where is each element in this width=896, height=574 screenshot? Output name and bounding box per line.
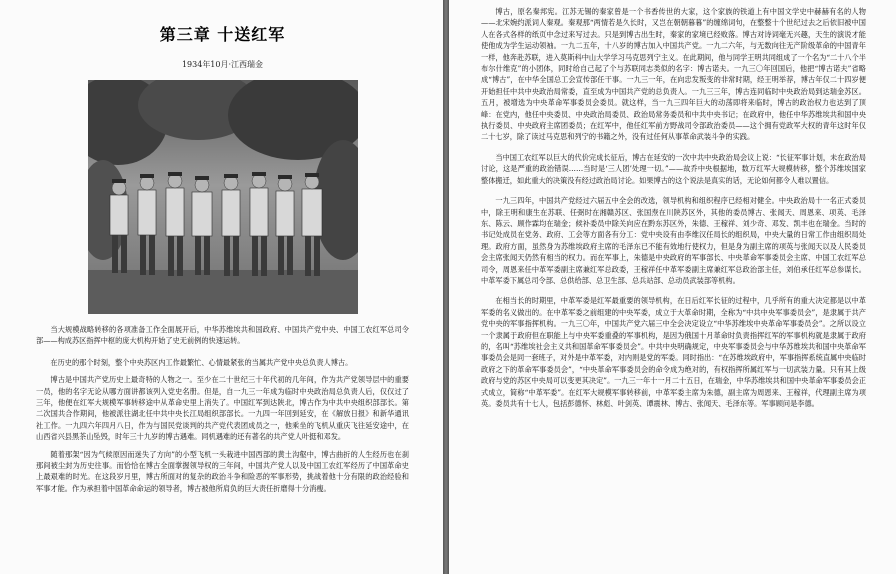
right-page [449, 0, 896, 574]
left-paragraph-2: 博古是中国共产党历史上最奇特的人物之一。至少在二十世纪三十年代初的几年间，作为共产党领导层中的重要一员，他的名字无论从哪方面讲都该列入党史名册。但是，自一九三一年成为临时中央政治局总负责人后，仅仅过了三年，他便在红军大规模军事转移途中从革命史里上消失了。中国红军到达陕北，博古作为中共中央组织部部长。第二次国共合作期间，他被派往湖北任中共中央长江局组织部部长。一九四一年回到延安，在《解放日报》和新华通讯社工作。一九四六年四月八日，作为与国民党谈判的共产党代表团成员之一，他乘坐的飞机从重庆飞往延安途中，在山西省兴县黑茶山坠毁，时年三十九岁的博古遇难。同机遇难的还有著名的共产党人叶挺和邓发。 [36, 375, 409, 442]
left-paragraph-3: 随着那架“因为气候原因而迷失了方向”的小型飞机一头栽进中国西部的黄土沟壑中，博古曲折的人生经历也在刹那间被尘封为历史往事。而恰恰在博古全面掌握领导权的三年间，中国共产党人以及中国工农红军经历了中国革命史上最艰难的时光。在这段岁月里，博古所面对的复杂的政治斗争和险恶的军事形势，挑战着他十分有限的政治经验和军事才能。作为承担着中国革命命运的领导者，博古被他所肩负的巨大责任折磨得十分消瘦。 [36, 449, 409, 493]
right-paragraph-4: 在相当长的时期里，中革军委是红军最重要的领导机构，在日后红军长征的过程中，几乎所有的重大决定都是以中革军委的名义做出的。在中革军委之前组建的中央军委，成立于大革命时期，全称为“中共中央军事委员会”，是隶属于共产党中央的军事指挥机构。一九三〇年，中国共产党六届三中全会决定设立“中华苏维埃中央革命军事委员会”。之所以设立一个隶属于政府但在职能上与中央军委重叠的军事机构，是因为俄国十月革命时负责指挥红军的军事机构就是隶属于政府的，名叫“苏维埃社会主义共和国革命军事委员会”。中共中央明确规定，中央军事委员会与中华苏维埃共和国中央革命军事委员会是同一套班子，对外是中革军委，对内则是党的军委。同时指出：“在苏维埃政府中，军事指挥系统直属中央临时政府之下的革命军事委员会”，“中央革命军事委员会的命令成为绝对的，有权指挥所属红军与一切武装力量。只有其上级政府与党的苏区中央局可以变更其决定”。一九三一年十一月二十五日，在瑞金，中华苏维埃共和国中央革命军事委员会正式成立，简称“中革军委”。在红军大规模军事转移前，中革军委主席为朱德，副主席为周恩来、王稼祥，代理副主席为项英。委员共有十七人，包括彭德怀、林彪、叶剑英、谭震林、博古、张闻天、毛泽东等。军事顾问是李德。 [481, 296, 866, 408]
right-paragraph-2: 当中国工农红军以巨大的代价完成长征后，博古在延安的一次中共中央政治局会议上说：“长征军事计划，未在政治局讨论，这是严重的政治错误……当时是‘三人团’处理一切。”——故乔中央根据地，数万红军大规模转移，整个苏维埃国家整体搬迁，如此重大的决策没有经过政治局讨论。如果博古的这个说法是真实的话，无论如何都令人难以置信。 [481, 152, 866, 185]
chapter-subtitle: 1934年10月·江西瑞金 [181, 60, 264, 69]
historical-photo [88, 80, 358, 314]
left-page [0, 0, 443, 574]
left-paragraph-1: 在历史的那个时刻，整个中央苏区内工作最繁忙、心情最紧张的当属共产党中央总负责人博古。 [50, 357, 353, 367]
right-paragraph-3: 一九三四年，中国共产党经过六届五中全会的改选，领导机构和组织程序已经相对健全。中央政治局十一名正式委员中，除王明和康生在苏联、任弼时在湘赣苏区、张国焘在川陕苏区外，其他的委员博古、张闻天、周恩来、项英、毛泽东、陈云、顾作霖均在瑞金；候补委员中除关向应在黔东苏区外，朱德、王稼祥、刘少奇、邓发、凯丰也在瑞金。当时的书记处成员在党务、政府、工会等方面各有分工：党中央设有由李维汉任局长的组织局，中央大量的日常工作由组织局处理。政府方面，虽然身为苏维埃政府主席的毛泽东已不能有效地行使权力，但是身为副主席的项英与张闻天以及人民委员会主席张闻天仍然有相当的权力。而在军事上，朱德是中央政府的军事部长、中央革命军事委员会主席、中国工农红军总司令，周恩来任中革军委副主席兼红军总政委，王稼祥任中革军委副主席兼红军总政治部主任，刘伯承任红军总参谋长。中革军委下属总司令部、总供给部、总卫生部、总兵站部、总动员武装部等机构。 [481, 196, 866, 285]
right-paragraph-1: 博古，原名秦邦宪。江苏无锡的秦家曾是一个书香传世的大家，这个家族的铁道上有中国文学史中赫赫有名的人物——北宋婉约派词人秦观。秦观那“两情若是久长时，又岂在朝朝暮暮”的缠绵词句，在整整十个世纪过去之后依旧被中国人在各式各样的纸页中念过来写过去。只是到博古出生时，秦家的家境已经败落。博古对诗词毫无兴趣，天生的演说才能使他成为学生运动领袖。一九二五年，十八岁的博古加入中国共产党。一九二六年，与无数向往无产阶级革命的中国青年一样，他奔赴苏联，进入莫斯科中山大学学习马克思列宁主义。在此期间，他与同学王明共同组成了一个名为“二十八个半布尔什维克”的小团体，同时给自己起了个与苏联同志类似的名字：博古诺夫。一九三〇年回国后，他把“博古诺夫”省略成“博古”，在中华全国总工会宣传部任干事。一九三一年，在向忠发叛变的非常时期，经王明举荐，博古年仅二十四岁便开始担任中共中央政治局常委，直至成为中国共产党的总负责人。一九三三年，博古连同临时中央政治局到达瑞金苏区。五月，被增选为中央革命军事委员会委员。就这样，当一九三四年巨大的动荡即将来临时，博古的政治权力也达到了顶峰：在党内，他任中央委员、中央政治局委员、政治局常务委员和中共中央书记；在政府中，他任中华苏维埃共和国中央执行委员、中央政府主席团委员；在红军中，他任红军前方野战司令部政治委员——这个拥有党政军大权的青年这时年仅二十七岁，除了读过马克思和列宁的书籍之外，没有过任何从事革命武装斗争的实践。 [481, 7, 866, 142]
chapter-title: 第三章 十送红军 [159, 25, 286, 44]
photo-caption: 当大规模战略转移的各项准备工作全面展开后，中华苏维埃共和国政府、中国共产党中央、中国工农红军总司令部——构成苏区指挥中枢的庞大机构开始了史无前例的快速运转。 [36, 325, 409, 346]
